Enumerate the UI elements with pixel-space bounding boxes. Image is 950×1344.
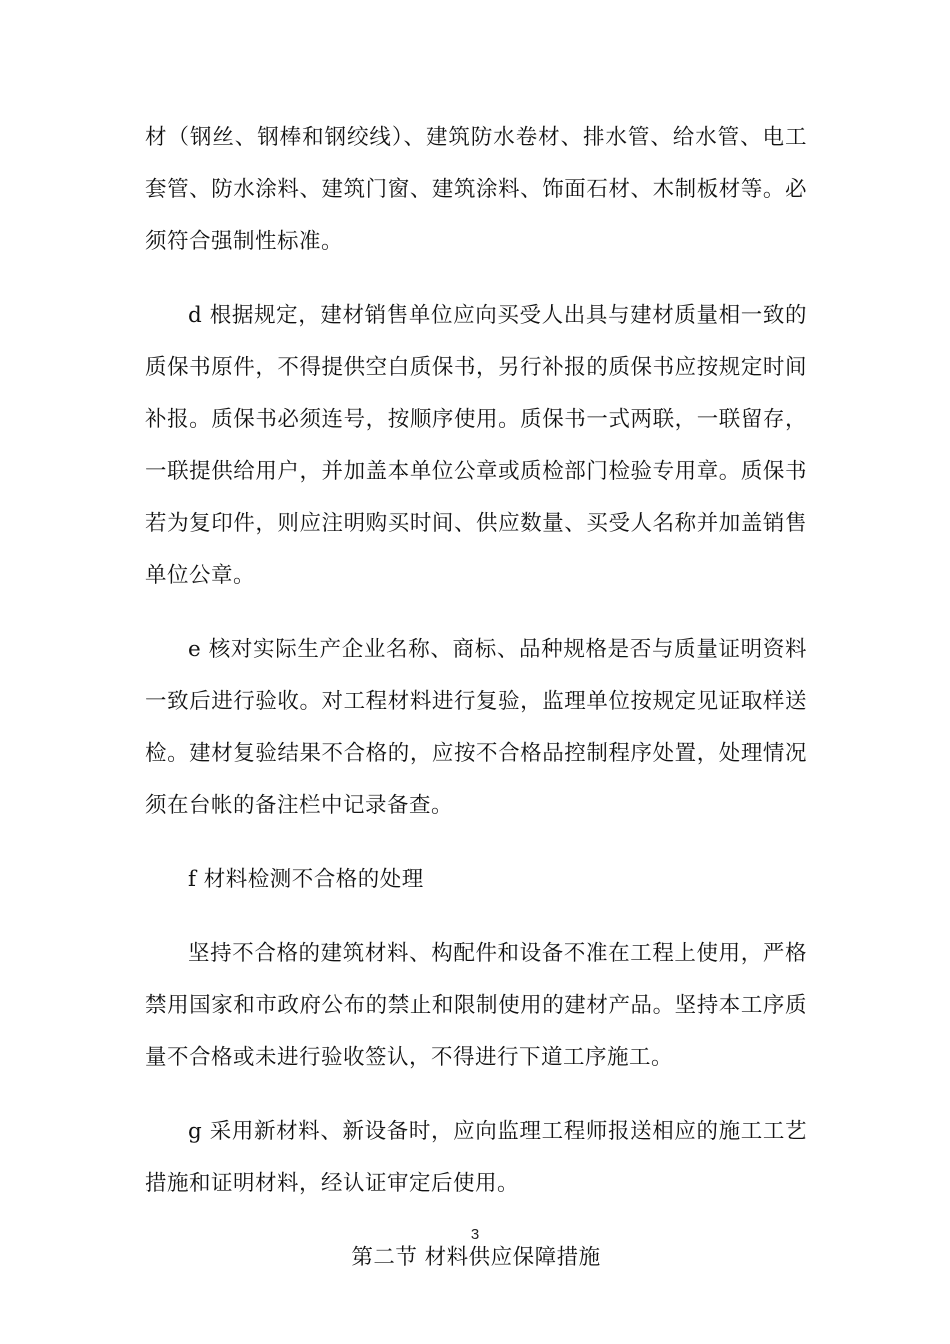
section-title: 第二节 材料供应保障措施: [351, 1245, 601, 1270]
paragraph-materials-list: 材（钢丝、钢棒和钢绞线）、建筑防水卷材、排水管、给水管、电工套管、防水涂料、建筑门窗、建筑涂料、饰面石材、木制板材等。必须符合强制性标准。: [145, 125, 807, 254]
paragraph-d-quality-certificate: d 根据规定，建材销售单位应向买受人出具与建材质量相一致的质保书原件，不得提供空白质保书，另行补报的质保书应按规定时间补报。质保书必须连号，按顺序使用。质保书一式两联，一联留存，一联提供给用户，并加盖本单位公章或质检部门检验专用章。质保书若为复印件，则应注明购买时间、供应数量、买受人名称并加盖销售单位公章。: [145, 303, 807, 588]
paragraph-g-new-materials: g 采用新材料、新设备时，应向监理工程师报送相应的施工工艺措施和证明材料，经认证审定后使用。: [145, 1119, 807, 1196]
paragraph-f-heading: f 材料检测不合格的处理: [188, 867, 424, 892]
page-number: 3: [470, 1226, 480, 1243]
paragraph-nonconforming-handling: 坚持不合格的建筑材料、构配件和设备不准在工程上使用，严格禁用国家和市政府公布的禁止和限制使用的建材产品。坚持本工序质量不合格或未进行验收签认，不得进行下道工序施工。: [145, 941, 807, 1070]
document-body: [145, 112, 807, 1284]
paragraph-e-verification: e 核对实际生产企业名称、商标、品种规格是否与质量证明资料一致后进行验收。对工程材料进行复验，监理单位按规定见证取样送检。建材复验结果不合格的，应按不合格品控制程序处置，处理情况须在台帐的备注栏中记录备查。: [145, 637, 807, 818]
